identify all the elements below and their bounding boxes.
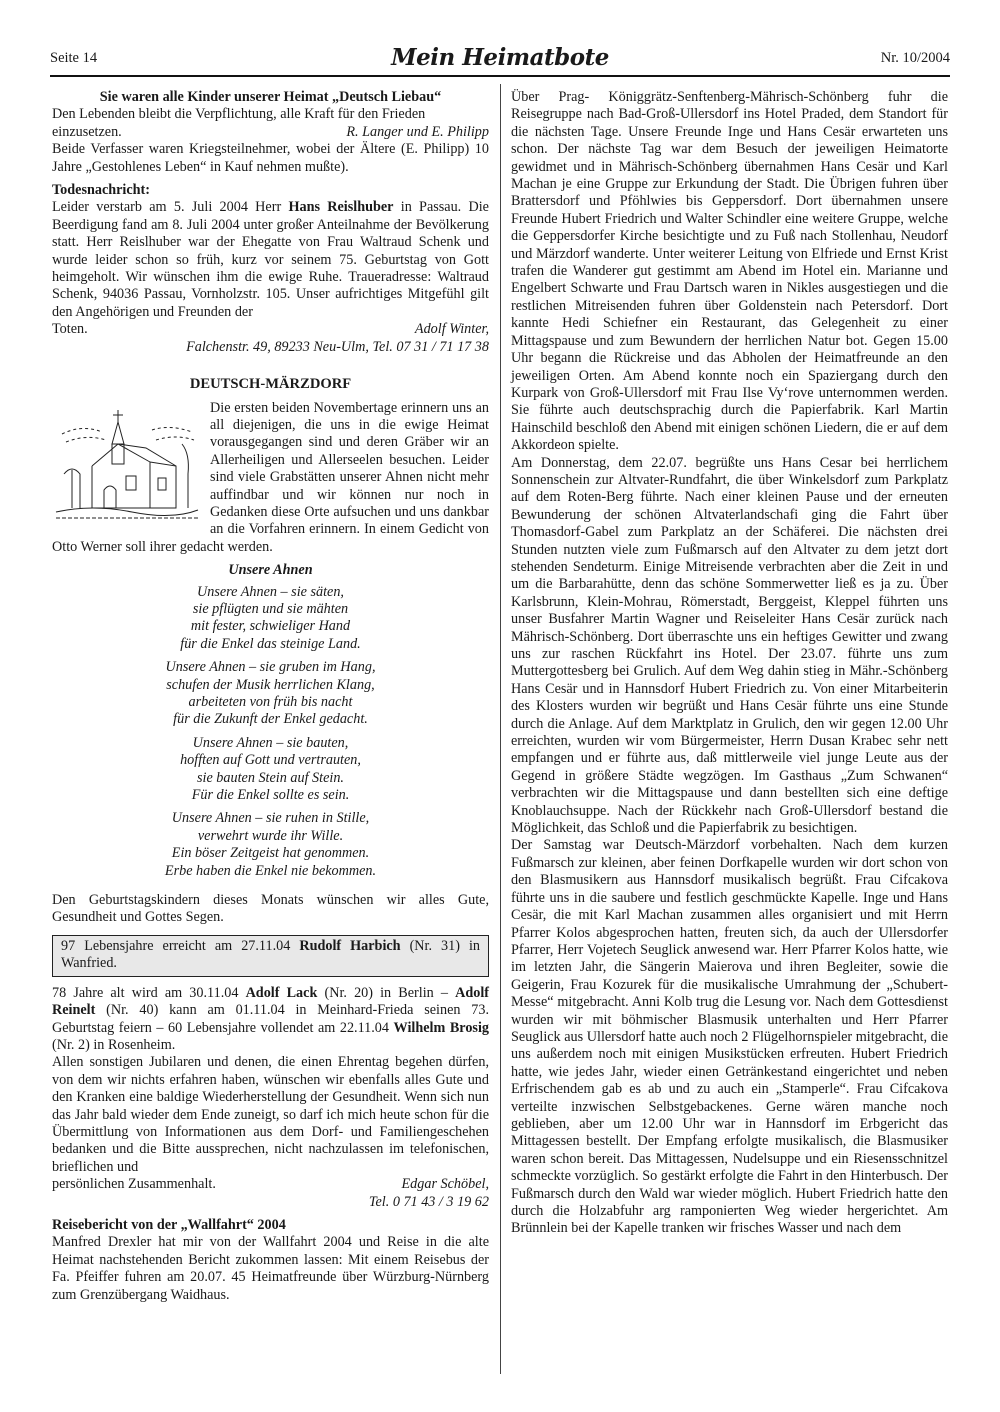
death-notice-text: Leider verstarb am 5. Juli 2004 Herr Hans Reislhuber in Passau. Die Beerdigung fand am 8. Juli 2004 unter großer Anteilnahme der Bevölkerung statt. Herr Reislhuber war der Ehegatte von Frau Waltraud Schenk und wurde leider schon so früh, kurz vor seinem 75. Geburtstag von Gott heimgeholt. Wir wünschen ihm die ewige Ruhe. Traueradresse: Waltraud Schenk, 94036 Passau, Vornholzstr. 105. Unser aufrichtiges Mitgefühl gilt den Angehörigen und Freunden der (52, 199, 489, 320)
birthday-highlight-box: 97 Lebensjahre erreicht am 27.11.04 Rudolf Harbich (Nr. 31) in Wanfried. (52, 935, 489, 977)
poem-stanza-4: Unsere Ahnen – sie ruhen in Stille, verwehrt wurde ihr Wille. Ein böser Zeitgeist hat genommen. Erbe haben die Enkel nie bekommen. (164, 810, 377, 879)
poem-stanza-3: Unsere Ahnen – sie bauten, hofften auf Gott und vertrauten, sie bauten Stein auf Stein. Für die Enkel sollte es sein. (180, 734, 361, 804)
death-notice-heading: Todesnachricht: (52, 182, 151, 199)
report-paragraph-2: Am Donnerstag, dem 22.07. begrüßte uns Hans Cesar bei herrlichem Sonnenschein zur Altvater-Rundfahrt, die über Winkelsdorf zum Parkplatz auf dem Roten-Berg führte. Nach einer kleinen Pause und der erneuten Bewunderung der schönen Altvaterlandschafi ging die Fahrt über Thomasdorf-Gabel zum Parkplatz an der Schäferei. Die nächsten drei Stunden nutzten viele zum Fußmarsch auf den Altvater zu dem jetzt dort stehenden Sendeturm. Einige Mitreisende verbrachten aber die Zeit in und um die Barbarahütte, denn das schöne Sommerwetter ließ es ja zu. Über Karlsbrunn, Klein-Mohrau, Römerstadt, Berggeist, Kleppel führten uns unser Busfahrer Martin Wagner und Reiseleiter Hans Cesär zurück nach Mährisch-Schönberg. Dort überraschte uns ein heftiges Gewitter und zwang uns zur raschen Rückfahrt ins Hotel. Der 23.07. führte uns zum Muttergottesberg bei Grulich. Auf dem Weg dahin stieg in Mähr.-Schönberg Hans Cesär und in Hannsdorf Hubert Friedrich zu. Von einer Mitarbeiterin des Klosters wurden wir begrüßt und Hans Cesär führte uns eine Stunde durch die Anlage. Auf dem Marktplatz in Grulich, den wir gegen 12.00 Uhr erreichten, wurden wir vom Bürgermeister, Herrn Dusan Krabec sehr nett empfangen und er führte aus, daß mittlerweile viel junge Leute aus der Gegend in größere Städte wegzögen. Im Gasthaus „Zum Schwanen“ verbrachten wir die Mittagspause und dann bestellten sich eine deftige Knoblauchsuppe. Nach der Rückkehr nach Groß-Ullersdorf bestand die Möglichkeit, das Schloß und die Papierfabrik zu besichtigen. (511, 454, 948, 837)
closing-signature-line: persönlichen Zusammenhalt. Edgar Schöbel, (52, 1176, 489, 1193)
travel-report-intro: Manfred Drexler hat mir von der Wallfahrt 2004 und Reise in die alte Heimat nachstehenden Bericht zukommen lassen: Mit einem Reisebus der Fa. Pfeiffer fuhren am 20.07. 45 Heimatfreunde über Würzburg-Nürnberg zum Grenzübergang Waidhaus. (52, 1234, 489, 1303)
poem-stanza-1: Unsere Ahnen – sie säten, sie pflügten und sie mähten mit fester, schwieliger Hand für die Enkel das steinige Land. (180, 583, 361, 652)
closing-signer: Edgar Schöbel, (401, 1176, 489, 1193)
intro-text-2: einzusetzen. (52, 123, 122, 140)
page-header (50, 44, 950, 74)
intro-text-1: Den Lebenden bleibt die Verpflichtung, alle Kraft für den Frieden (52, 106, 426, 123)
left-column (52, 89, 489, 1304)
death-signer-address: Falchenstr. 49, 89233 Neu-Ulm, Tel. 07 31 / 71 17 38 (186, 338, 489, 355)
death-signature-line: Toten. Adolf Winter, (52, 321, 489, 338)
marzdorf-text: Die ersten beiden Novembertage erinnern uns an all diejenigen, die uns in die ewige Heimat vorausgegangen sind und deren Gräber wir an Allerheiligen und Allerseelen besuchen. Leider sind viele Grabstätten unserer Ahnen nicht mehr auffindbar und wir können nur noch in Gedanken diese Orte aufsuchen und uns dankbar an die Vorfahren erinnern. In einem Gedicht von Otto Werner soll ihrer gedacht werden. (52, 399, 489, 555)
intro-text-3: Beide Verfasser waren Kriegsteilnehmer, wobei der Ältere (E. Philipp) 10 Jahre „Gestohlenes Leben“ in Kauf nehmen mußte). (52, 141, 489, 175)
travel-report-heading: Reisebericht von der „Wallfahrt“ 2004 (52, 1216, 286, 1233)
intro-authors: R. Langer und E. Philipp (346, 123, 489, 140)
marzdorf-section (52, 400, 489, 557)
closing-tel: Tel. 0 71 43 / 3 19 62 (368, 1193, 489, 1210)
highlight-name: Rudolf Harbich (299, 937, 401, 954)
chapel-illustration (52, 404, 200, 522)
birthday-intro: Den Geburtstagskindern dieses Monats wünschen wir alles Gute, Gesundheit und Gottes Segen. (52, 892, 489, 926)
death-signer: Adolf Winter, (414, 321, 489, 338)
birthday-list: 78 Jahre alt wird am 30.11.04 Adolf Lack (Nr. 20) in Berlin – Adolf Reinelt (Nr. 40) kann am 01.11.04 in Meinhard-Frieda seinen 73. Geburtstag feiern – 60 Lebensjahre vollendet am 22.11.04 Wilhelm Brosig (Nr. 2) in Rosenheim. (52, 984, 489, 1053)
poem-stanza-2: Unsere Ahnen – sie gruben im Hang, schufen der Musik herrlichen Klang, arbeiteten von früh bis nacht für die Zukunft der Enkel gedacht. (165, 659, 376, 728)
closing-text: Allen sonstigen Jubilaren und denen, die einen Ehrentag begehen dürfen, von dem wir nichts erfahren haben, wünschen wir ebenfalls alles Gute und den Kranken eine baldige Wiederherstellung der Gesundheit. Wenn sich nun das Jahr bald wieder dem Ende zuneigt, so darf ich mich heute schon für die Übermittlung von Informationen aus dem Dorf- und Familiengeschehen bedanken und die Bitte aussprechen, nicht nachzulassen im telefonischen, brieflichen und (52, 1054, 489, 1175)
column-divider (500, 84, 501, 1374)
intro-title: Sie waren alle Kinder unserer Heimat „Deutsch Liebau“ (99, 89, 442, 105)
masthead-logo: Mein Heimatbote (391, 44, 609, 71)
poem-title: Unsere Ahnen (228, 562, 313, 579)
issue-number: Nr. 10/2004 (880, 50, 950, 66)
right-column (511, 89, 948, 1238)
report-paragraph-3: Der Samstag war Deutsch-Märzdorf vorbehalten. Nach dem kurzen Fußmarsch zur kleinen, aber feinen Dorfkapelle wurden wir dort schon von den Blasmusikern aus Hannsdorf musikalisch begrüßt. Frau Cifcakova führte uns in die saubere und festlich geschmückte Kapelle. Inge und Hans Cesär, die mit Karl Machan zusammen alles organisiert und mit Herrn Pfarrer Kolos abgesprochen hatten, freuten sich, da auch der Ullersdorfer Pfarrer, Herr Vojetech Seuglick anwesend war. Herr Pfarrer Kolos hatte, wie im letzten Jahr, die Sängerin Maierova und ihren Begleiter, sowie die Geigerin, Frau Kozurek für die musikalische Umrahmung der „Schubert-Messe“ mitgebracht. Anni Kolb trug die Lesung vor. Nach dem Gottesdienst wurden wir mit böhmischer Blasmusik unterhalten und Herr Pfarrer Seuglick aus Ullersdorf hatte auch noch 2 Flügelhornspieler mitgebracht, die uns außerdem noch mit einigen Musikstücken erfreuten. Hubert Friedrich hatte, wie jedes Jahr, wieder einen Getränkestand eingerichtet und neben Erfrischendem gab es ab und zu auch ein „Stamperle“. Frau Cifcakova verteilte inzwischen Selbstgebackenes. Gerne wären manche noch geblieben, aber um 12.00 Uhr war in Hannsdorf im Erbgericht das Mittagessen bestellt. Der Empfang erfolgte musikalisch, die Blasmusiker waren schon bereit. Das Mittagessen, Nudelsuppe und ein Riesensschnitzel schmeckte vorzüglich. So gestärkt erfolgte die Fahrt in den Hinterbusch. Der Fußmarsch durch den Wald war wieder möglich. Hubert Friedrich hatte den durch die Holzabfuhr arg ramponierten Weg wieder hergerichtet. Am Brünnlein bei der Kapelle tranken wir frisches Wasser und nach dem (511, 837, 948, 1237)
page-number: Seite 14 (50, 50, 98, 66)
deceased-name: Hans Reislhuber (288, 199, 394, 216)
intro-signature-line (52, 124, 489, 141)
report-paragraph-1: Über Prag- Königgrätz-Senftenberg-Mährisch-Schönberg fuhr die Reisegruppe nach Bad-Groß-Ullersdorf ins Hotel Praded, dem Standort für die nächsten Tage. Unsere Freunde Inge und Hans Cesär erwarteten uns schon. Der nächste Tag war dem Besuch der jeweiligen Heimatorte gewidmet und in Mährisch-Schönberg übernahmen Hans Cesär und Karl Machan je eine Gruppe zur Erkundung der Stadt. Die Übrigen fuhren über Brattersdorf und Pföhlwies bis Geppersdorf. Dort übernahmen unsere Freunde Hubert Friedrich und Walter Schindler eine weitere Gruppe, welche die Geppersdorfer Kirche besichtigte und zu Fuß nach Stollenhau, Neudorf und Märzdorf wanderte. Unter weiterer Leitung von Elfriede und Ernst Krist trafen die Wanderer gut gestimmt am Abend im Hotel ein. Marianne und Engelbert Schwarte und Frau Dartsch waren in Nikles ausgestiegen und die restlichen Mitreisenden fuhren über Goldenstein nach Petersdorf. Dort kannte Hedi Schiefner ein Restaurant, das Gelegenheit zu einer Mittagspause und zum Bewundern der herrlichen Natur bot. Gegen 15.00 Uhr begann die Rückreise und das Abholen der Heimatfreunde an den jeweiligen Orten. Am Abend konnte noch ein Spaziergang durch den Kurpark von Groß-Ullersdorf mit Frau Ilse Vy‘rove unternommen werden. Sie führte auch deutschsprachig durch die Papierfabrik. Karl Martin Hainschild beschloß den Abend mit einigen schönen Liedern, die er auf dem Akkordeon spielte. (511, 89, 948, 454)
marzdorf-heading: DEUTSCH-MÄRZDORF (189, 376, 352, 393)
header-rule (50, 75, 950, 77)
